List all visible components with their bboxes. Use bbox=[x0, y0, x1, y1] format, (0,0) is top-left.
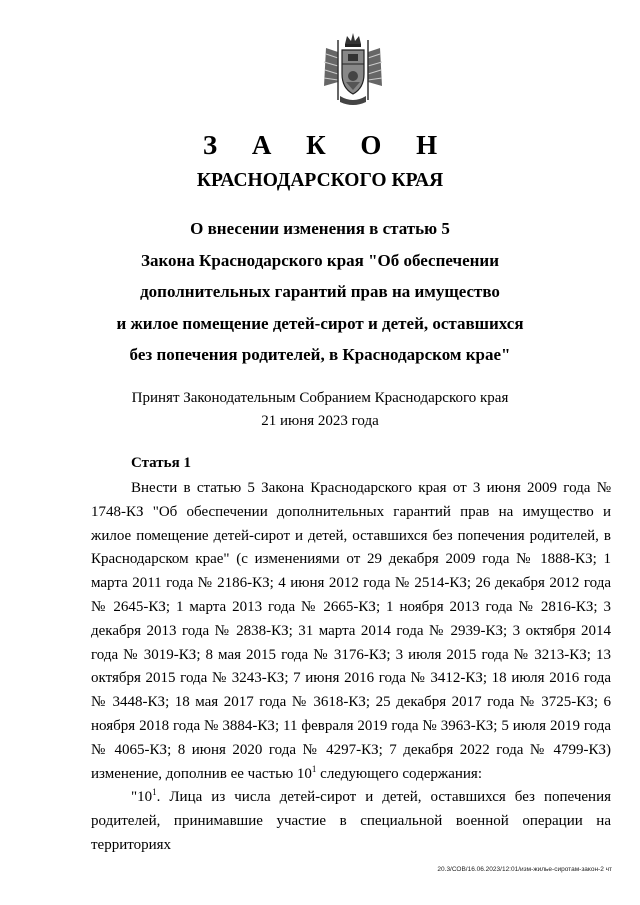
law-title-line: и жилое помещение детей-сирот и детей, оставшихся bbox=[116, 313, 524, 333]
law-title-line: О внесении изменения в статью 5 bbox=[190, 219, 450, 238]
law-title-line: без попечения родителей, в Краснодарском крае" bbox=[129, 345, 511, 364]
adoption-date: 21 июня 2023 года bbox=[261, 413, 379, 429]
article-body bbox=[91, 477, 611, 858]
paragraph-1-tail: следующего содержания: bbox=[316, 765, 482, 782]
law-heading: З А К О Н bbox=[202, 130, 452, 160]
region-heading: КРАСНОДАРСКОГО КРАЯ bbox=[196, 170, 444, 191]
law-title-line: дополнительных гарантий прав на имущество bbox=[140, 282, 500, 301]
article-heading: Статья 1 bbox=[131, 455, 191, 471]
paragraph-2 bbox=[91, 786, 611, 857]
law-title bbox=[0, 213, 640, 371]
superscript: 1 bbox=[311, 763, 317, 774]
paragraph-2-start: "10 bbox=[131, 789, 153, 806]
paragraph-2-text: . Лица из числа детей-сирот и детей, оставшихся без попечения родителей, принимавшие участие в специальной военной операции на территориях bbox=[91, 789, 611, 853]
paragraph-1 bbox=[91, 477, 611, 786]
document-footer-code: 20.3/СОВ/16.06.2023/12:01/изм-жилье-сиротам-закон-2 чт bbox=[437, 866, 612, 873]
paragraph-1-text: Внести в статью 5 Закона Краснодарского края от 3 июня 2009 года № 1748-КЗ "Об обеспечении дополнительных гарантий прав на имущество и жилое помещение детей-сирот и детей, оставшихся без попечения родителей, в Краснодарском крае" (с изменениями от 29 декабря 2009 года № 1888-КЗ; 1 марта 2011 года № 2186-КЗ; 4 июня 2012 года № 2514-КЗ; 26 декабря 2012 года № 2645-КЗ; 1 марта 2013 года № 2665-КЗ; 1 ноября 2013 года № 2816-КЗ; 3 декабря 2013 года № 2838-КЗ; 31 марта 2014 года № 2939-КЗ; 3 октября 2014 года № 3019-КЗ; 8 мая 2015 года № 3176-КЗ; 3 июля 2015 года № 3213-КЗ; 13 октября 2015 года № 3243-КЗ; 7 июня 2016 года № 3412-КЗ; 18 июля 2016 года № 3448-КЗ; 18 мая 2017 года № 3618-КЗ; 25 декабря 2017 года № 3725-КЗ; 6 ноября 2018 года № 3884-КЗ; 11 февраля 2019 года № 3963-КЗ; 5 июля 2019 года № 4065-КЗ; 8 июня 2020 года № 4297-КЗ; 7 декабря 2022 года № 4799-КЗ) изменение, дополнив ее частью 10 bbox=[91, 480, 611, 782]
law-title-line: Закона Краснодарского края "Об обеспечении bbox=[140, 250, 500, 270]
adoption-note bbox=[0, 387, 640, 433]
adoption-body: Принят Законодательным Собранием Краснодарского края bbox=[131, 390, 509, 406]
coat-of-arms-emblem bbox=[318, 30, 388, 110]
superscript: 1 bbox=[152, 787, 157, 798]
